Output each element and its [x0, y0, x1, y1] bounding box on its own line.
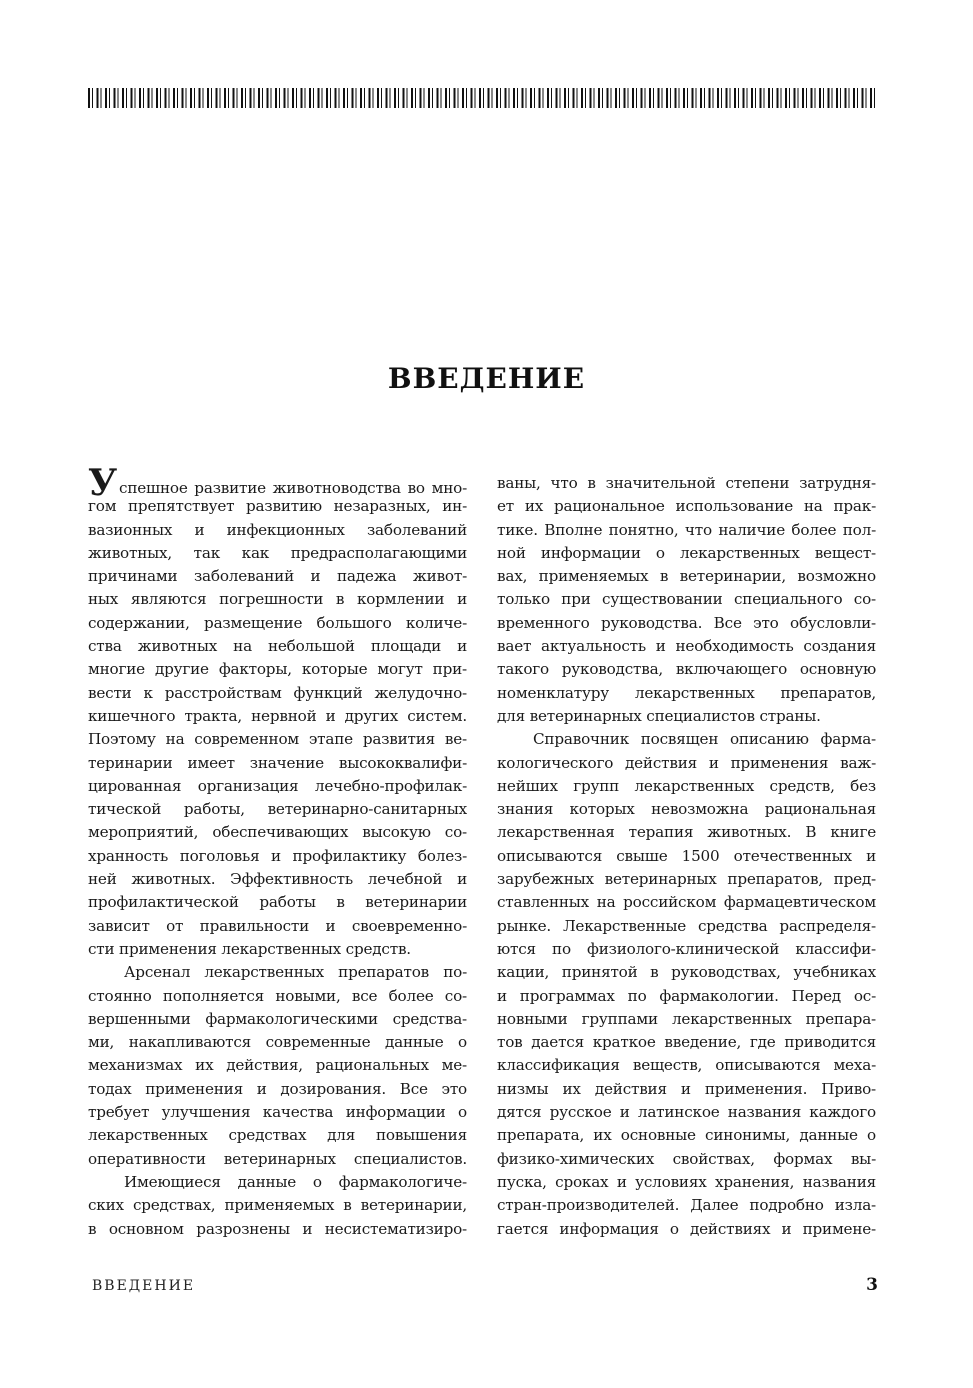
- right-column: [497, 472, 876, 1241]
- text-line: [88, 985, 467, 1008]
- text-line-content: зарубежных ветеринарных препаратов, пред-: [497, 870, 876, 889]
- text-line-content: механизмах их действия, рациональных ме-: [88, 1056, 467, 1075]
- text-line: [497, 1031, 876, 1054]
- text-line-content: вести к расстройствам функций желудочно-: [88, 683, 467, 702]
- text-line: [88, 565, 467, 588]
- text-line: [88, 1101, 467, 1124]
- text-line: [497, 915, 876, 938]
- text-line: [88, 961, 467, 984]
- text-line: [88, 1171, 467, 1194]
- text-line: [88, 542, 467, 565]
- text-line-content: ских средствах, применяемых в ветеринарии,: [88, 1196, 467, 1215]
- text-line-content: для ветеринарных специалистов страны.: [497, 706, 821, 725]
- text-line: [88, 845, 467, 868]
- text-line-content: мероприятий, обеспечивающих высокую со-: [88, 823, 467, 842]
- text-line-content: знания которых невозможна рациональная: [497, 800, 876, 819]
- text-line-content: причинами заболеваний и падежа живот-: [88, 567, 467, 586]
- text-line: [497, 798, 876, 821]
- text-line-content: ет их рациональное использование на прак-: [497, 497, 876, 516]
- text-line: [497, 658, 876, 681]
- text-line-content: гается информация о действиях и примене-: [497, 1219, 876, 1238]
- text-line: [88, 798, 467, 821]
- running-head: ВВЕДЕНИЕ: [92, 1278, 196, 1294]
- text-line-content: лекарственных средствах для повышения: [88, 1126, 467, 1145]
- text-line-content: ставленных на российском фармацевтическом: [497, 893, 876, 912]
- left-column: [88, 462, 467, 1241]
- page-title: ВВЕДЕНИЕ: [387, 362, 586, 395]
- text-line: [497, 612, 876, 635]
- text-line-content: требует улучшения качества информации о: [88, 1103, 467, 1122]
- text-line-content: низмы их действия и применения. Приво-: [497, 1079, 876, 1098]
- text-line: [497, 845, 876, 868]
- text-line: [497, 821, 876, 844]
- text-line-content: такого руководства, включающего основную: [497, 660, 876, 679]
- text-line-content: Арсенал лекарственных препаратов по-: [124, 963, 467, 982]
- text-line-content: ней животных. Эффективность лечебной и: [88, 870, 467, 889]
- text-line-content: профилактической работы в ветеринарии: [88, 893, 467, 912]
- text-line-content: ной информации о лекарственных вещест-: [497, 543, 876, 562]
- text-line: [497, 775, 876, 798]
- text-line: [497, 1101, 876, 1124]
- text-line-content: спешное развитие животноводства во мно-: [119, 479, 467, 497]
- text-line: [88, 1124, 467, 1147]
- text-line-content: описываются свыше 1500 отечественных и: [497, 846, 876, 865]
- text-line-content: тической работы, ветеринарно-санитарных: [88, 800, 467, 819]
- text-line: [88, 612, 467, 635]
- text-line: [497, 472, 876, 495]
- text-line-content: хранность поголовья и профилактику болез-: [88, 846, 467, 865]
- text-line-content: ства животных на небольшой площади и: [88, 637, 467, 656]
- text-line: [497, 891, 876, 914]
- text-line-content: в основном разрознены и несистематизиро-: [88, 1219, 467, 1238]
- text-line-content: цированная организация лечебно-профилак-: [88, 776, 467, 795]
- text-line: [88, 588, 467, 611]
- text-line: [497, 961, 876, 984]
- text-line-content: вазионных и инфекционных заболеваний: [88, 520, 467, 539]
- text-line-content: кологического действия и применения важ-: [497, 753, 876, 772]
- text-line: [88, 658, 467, 681]
- text-line-content: ются по физиолого-клинической классифи-: [497, 939, 876, 958]
- text-line: [88, 821, 467, 844]
- text-line: [497, 938, 876, 961]
- text-line-content: кишечного тракта, нервной и других систем.: [88, 706, 467, 725]
- text-line: [497, 1218, 876, 1241]
- text-line-content: Поэтому на современном этапе развития ве-: [88, 730, 467, 749]
- text-line: [88, 728, 467, 751]
- text-line: [497, 542, 876, 565]
- text-line-content: тике. Вполне понятно, что наличие более пол-: [497, 520, 876, 539]
- text-line-content: физико-химических свойствах, формах вы-: [497, 1149, 876, 1168]
- text-line-content: содержании, размещение большого количе-: [88, 613, 467, 632]
- text-line: [497, 565, 876, 588]
- text-line: [88, 891, 467, 914]
- text-line-content: сти применения лекарственных средств.: [88, 939, 411, 958]
- text-line: [88, 1194, 467, 1217]
- text-line: [497, 1194, 876, 1217]
- text-line: [88, 1078, 467, 1101]
- text-line-content: и программах по фармакологии. Перед ос-: [497, 986, 876, 1005]
- text-line-content: вает актуальность и необходимость создания: [497, 637, 876, 656]
- text-line-content: ми, накапливаются современные данные о: [88, 1033, 467, 1052]
- text-line: [497, 635, 876, 658]
- text-line-content: нейших групп лекарственных средств, без: [497, 776, 876, 795]
- text-line: [497, 682, 876, 705]
- text-line: [88, 635, 467, 658]
- text-line: [497, 1171, 876, 1194]
- text-line: [88, 1054, 467, 1077]
- text-line-content: тодах применения и дозирования. Все это: [88, 1079, 467, 1098]
- text-line: [88, 1031, 467, 1054]
- decorative-header-bar: [88, 88, 875, 108]
- text-line-content: новными группами лекарственных препара-: [497, 1009, 876, 1028]
- text-line: [88, 868, 467, 891]
- text-line-content: зависит от правильности и своевременно-: [88, 916, 467, 935]
- text-line: [497, 868, 876, 891]
- text-line: [88, 1218, 467, 1241]
- text-line-content: тов дается краткое введение, где приводится: [497, 1033, 876, 1052]
- drop-cap: У: [88, 462, 118, 504]
- text-line: [497, 1078, 876, 1101]
- text-line-content: теринарии имеет значение высококвалифи-: [88, 753, 467, 772]
- text-line: [88, 462, 467, 504]
- text-line-content: стоянно пополняется новыми, все более со-: [88, 986, 467, 1005]
- text-line: [88, 915, 467, 938]
- text-line-content: препарата, их основные синонимы, данные о: [497, 1126, 876, 1145]
- text-line: [88, 1008, 467, 1031]
- text-line-content: лекарственная терапия животных. В книге: [497, 823, 876, 842]
- text-line-content: Имеющиеся данные о фармакологиче-: [124, 1172, 467, 1191]
- text-line: [497, 985, 876, 1008]
- text-line-content: стран-производителей. Далее подробно изла-: [497, 1196, 876, 1215]
- text-line: [88, 752, 467, 775]
- text-line: [88, 775, 467, 798]
- text-line-content: дятся русское и латинское названия каждого: [497, 1103, 876, 1122]
- text-line-content: многие другие факторы, которые могут при-: [88, 660, 467, 679]
- text-line: [497, 728, 876, 751]
- text-line: [497, 495, 876, 518]
- text-line-content: вершенными фармакологическими средства-: [88, 1009, 467, 1028]
- text-line: [88, 519, 467, 542]
- text-line: [88, 705, 467, 728]
- text-line: [497, 1008, 876, 1031]
- text-line: [497, 1148, 876, 1171]
- text-line-content: номенклатуру лекарственных препаратов,: [497, 683, 876, 702]
- text-line-content: кации, принятой в руководствах, учебниках: [497, 963, 876, 982]
- text-line-content: ваны, что в значительной степени затрудня-: [497, 474, 876, 492]
- text-line-content: классификация веществ, описываются меха-: [497, 1056, 876, 1075]
- text-line: [497, 705, 876, 728]
- page-number: 3: [866, 1275, 878, 1295]
- text-line: [88, 1148, 467, 1171]
- text-line-content: временного руководства. Все это обусловли-: [497, 613, 876, 632]
- text-line: [497, 588, 876, 611]
- text-line: [88, 495, 467, 518]
- text-line: [497, 752, 876, 775]
- text-line: [88, 682, 467, 705]
- text-line-content: гом препятствует развитию незаразных, ин-: [88, 497, 467, 516]
- text-line: [88, 938, 467, 961]
- text-line-content: только при существовании специального со-: [497, 590, 876, 609]
- text-line-content: ных являются погрешности в кормлении и: [88, 590, 467, 609]
- text-line-content: животных, так как предрасполагающими: [88, 543, 467, 562]
- text-line-content: Справочник посвящен описанию фарма-: [533, 730, 876, 749]
- text-line-content: пуска, сроках и условиях хранения, названия: [497, 1172, 876, 1191]
- text-line-content: вах, применяемых в ветеринарии, возможно: [497, 567, 876, 586]
- text-line: [497, 1124, 876, 1147]
- text-line-content: оперативности ветеринарных специалистов.: [88, 1149, 467, 1168]
- text-line-content: рынке. Лекарственные средства распределя-: [497, 916, 876, 935]
- text-line: [497, 519, 876, 542]
- text-line: [497, 1054, 876, 1077]
